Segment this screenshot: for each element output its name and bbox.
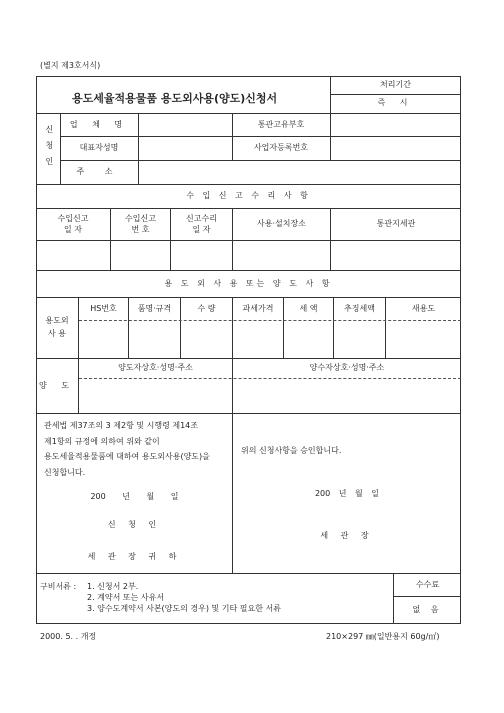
address-value[interactable] xyxy=(139,161,461,184)
business-name-value[interactable] xyxy=(139,114,232,136)
import-section-title: 수 입 신 고 수 리 사 항 xyxy=(186,190,311,200)
paper-spec: 210×297 ㎜(일반용지 60g/㎡) xyxy=(326,632,440,641)
transferee-label: 양수자상호·성명·주소 xyxy=(309,362,385,372)
declaration-date: 200 년 월 일 xyxy=(90,491,179,501)
use-header-additional-tax: 추징세액 xyxy=(344,303,375,313)
processing-period-label: 처리기간 xyxy=(380,80,411,90)
applicant-side-label: 신청인 xyxy=(44,124,54,173)
form-title: 용도세율적용물품 용도외사용(양도)신청서 xyxy=(72,92,278,105)
form-number: (별지 제3호서식) xyxy=(40,61,101,70)
representative-value[interactable] xyxy=(139,137,232,160)
use-header-taxable-price: 과세가격 xyxy=(242,303,274,313)
use-header-new-use: 새용도 xyxy=(411,303,436,313)
fee-value: 없 음 xyxy=(412,605,443,615)
approval-authority: 세 관 장 xyxy=(320,530,374,540)
fee-label: 수수료 xyxy=(415,579,440,589)
revision-note: 2000. 5. . 개정 xyxy=(40,632,97,641)
processing-period-value: 즉 시 xyxy=(377,98,414,108)
declaration-applicant: 신 청 인 xyxy=(107,519,162,529)
use-section-title: 용 도 외 사 용 또는 양 도 사 항 xyxy=(164,278,333,288)
import-header-date: 수입신고 일 자 xyxy=(57,213,89,234)
import-header-customs-office: 통관지세관 xyxy=(376,219,416,229)
documents-label: 구비서류 : xyxy=(40,582,77,591)
use-header-quantity: 수 량 xyxy=(197,303,216,313)
business-name-label: 업 체 명 xyxy=(69,119,129,129)
approval-text: 위의 신청사항을 승인합니다. xyxy=(241,446,342,455)
import-header-location: 사용·설치장소 xyxy=(257,219,306,229)
customs-code-label: 통관고유부호 xyxy=(257,119,305,129)
documents-item-3: 3. 양수도계약서 사본(양도의 경우) 및 기타 필요한 서류 xyxy=(87,604,281,613)
declaration-recipient: 세 관 장 귀 하 xyxy=(87,551,182,561)
transferor-label: 양도자상호·성명·주소 xyxy=(118,362,193,372)
use-header-hs: HS번호 xyxy=(90,303,117,313)
representative-label: 대표자성명 xyxy=(79,143,119,153)
use-header-tax: 세 액 xyxy=(299,303,318,313)
declaration-text: 관세법 제37조의 3 제2항 및 시행령 제14조 제1항의 규정에 의하여 위와 같이 용도세율적용물품에 대하여 용도외사용(양도)을 신청합니다. xyxy=(44,421,210,477)
approval-date: 200 년 월 일 xyxy=(314,488,380,498)
biz-reg-no-label: 사업자등록번호 xyxy=(253,143,309,153)
use-side-label: 용도외 사 용 xyxy=(45,316,69,338)
use-header-item: 품명·규격 xyxy=(137,303,172,313)
import-header-accept-date: 신고수리 일 자 xyxy=(186,213,217,234)
import-header-number: 수입신고 번 호 xyxy=(125,213,156,234)
documents-item-2: 2. 계약서 또는 사유서 xyxy=(87,593,165,602)
biz-reg-no-value[interactable] xyxy=(331,137,461,160)
address-label: 주 소 xyxy=(76,167,122,177)
transfer-side-label: 양 도 xyxy=(39,380,75,390)
customs-code-value[interactable] xyxy=(331,114,461,136)
documents-item-1: 1. 신청서 2부. xyxy=(87,582,139,591)
